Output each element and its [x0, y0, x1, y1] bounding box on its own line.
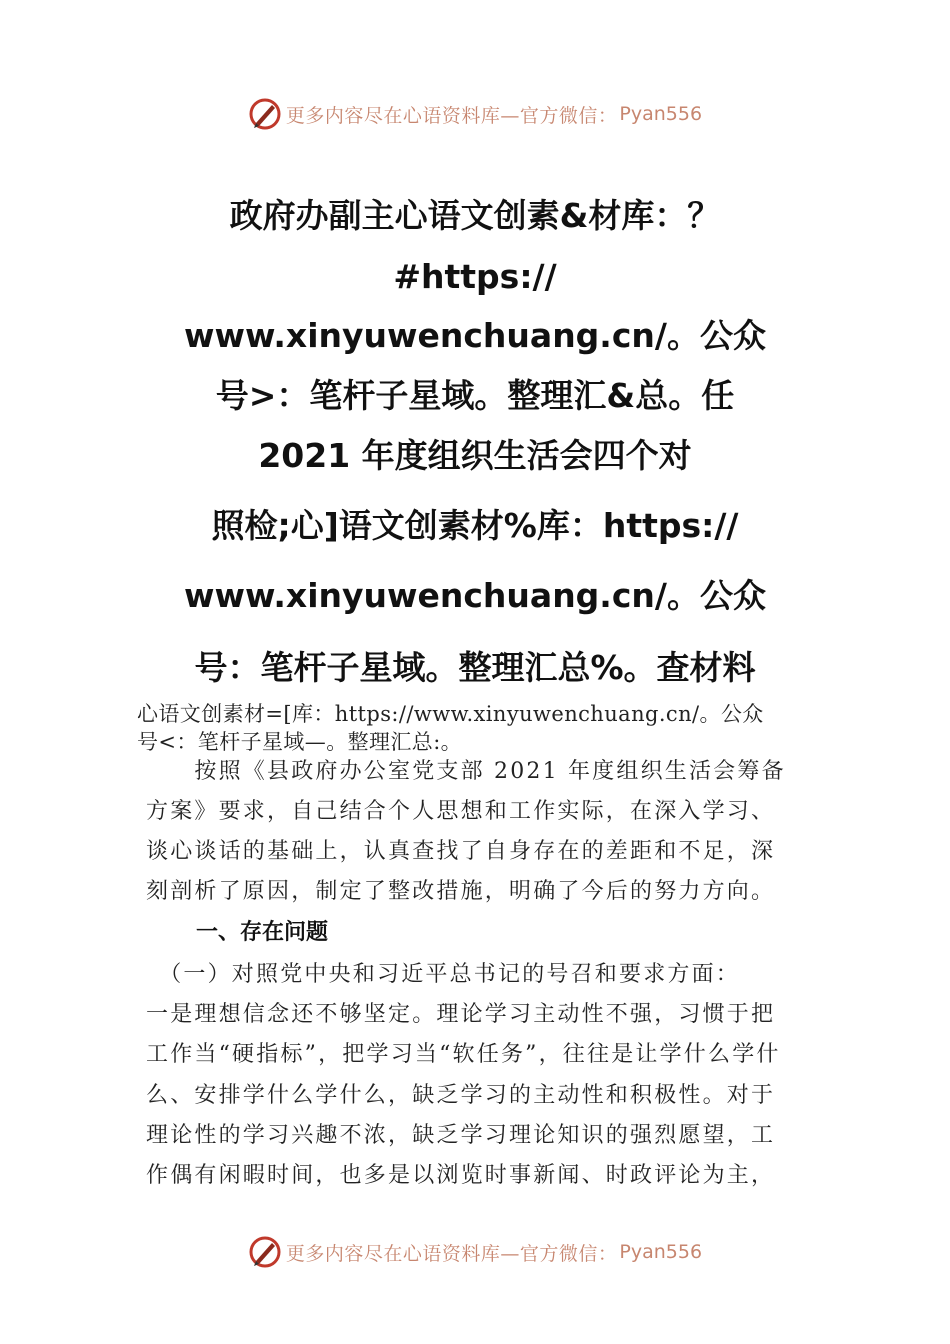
- watermark-text: 更多内容尽在心语资料库—官方微信：: [285, 104, 618, 127]
- intro-line: 刻剖析了原因，制定了整改措施，明确了今后的努力方向。: [146, 879, 776, 904]
- watermark-handle: Pyan556: [619, 103, 703, 125]
- intro-line: 按照《县政府办公室党支部 2021 年度组织生活会筹备: [146, 759, 786, 784]
- body-line: 么、安排学什么学什么，缺乏学习的主动性和积极性。对于: [146, 1083, 776, 1108]
- title-line: www.xinyuwenchuang.cn/。公众: [184, 576, 766, 615]
- section-heading: 一、存在问题: [196, 920, 329, 945]
- footer-watermark: [0, 1230, 950, 1274]
- body-line: 理论性的学习兴趣不浓，缺乏学习理论知识的强烈愿望，工: [146, 1123, 776, 1148]
- title-line: 号>：笔杆子星域。整理汇&总。任: [215, 376, 735, 415]
- body-line: 工作当“硬指标”，把学习当“软任务”，往往是让学什么学什: [146, 1042, 781, 1067]
- title-line: #https://: [393, 257, 557, 296]
- intro-line: 方案》要求，自己结合个人思想和工作实际，在深入学习、: [146, 799, 776, 824]
- intro-line: 谈心谈话的基础上，认真查找了自身存在的差距和不足，深: [146, 839, 776, 864]
- pen-logo-icon: [248, 97, 282, 131]
- pen-logo-icon: [248, 1235, 282, 1269]
- body-line: 作偶有闲暇时间，也多是以浏览时事新闻、时政评论为主，: [146, 1163, 776, 1188]
- header-watermark: [0, 92, 950, 136]
- title-line: 2021 年度组织生活会四个对: [258, 436, 692, 475]
- source-line: 心语文创素材=[库：https://www.xinyuwenchuang.cn/。公众: [137, 702, 764, 726]
- source-line: 号<：笔杆子星域—。整理汇总:。: [137, 730, 463, 754]
- title-line: www.xinyuwenchuang.cn/。公众: [184, 316, 766, 355]
- title-line: 政府办副主心语文创素&材库：？: [229, 196, 721, 235]
- title-line: 照检;心]语文创素材%库：https://: [211, 506, 739, 545]
- title-line: 号：笔杆子星域。整理汇总%。查材料: [194, 648, 756, 687]
- body-line: （一）对照党中央和习近平总书记的号召和要求方面：: [146, 962, 741, 987]
- watermark-text: 更多内容尽在心语资料库—官方微信：: [285, 1242, 618, 1265]
- watermark-handle: Pyan556: [619, 1241, 703, 1263]
- body-line: 一是理想信念还不够坚定。理论学习主动性不强，习惯于把: [146, 1002, 776, 1027]
